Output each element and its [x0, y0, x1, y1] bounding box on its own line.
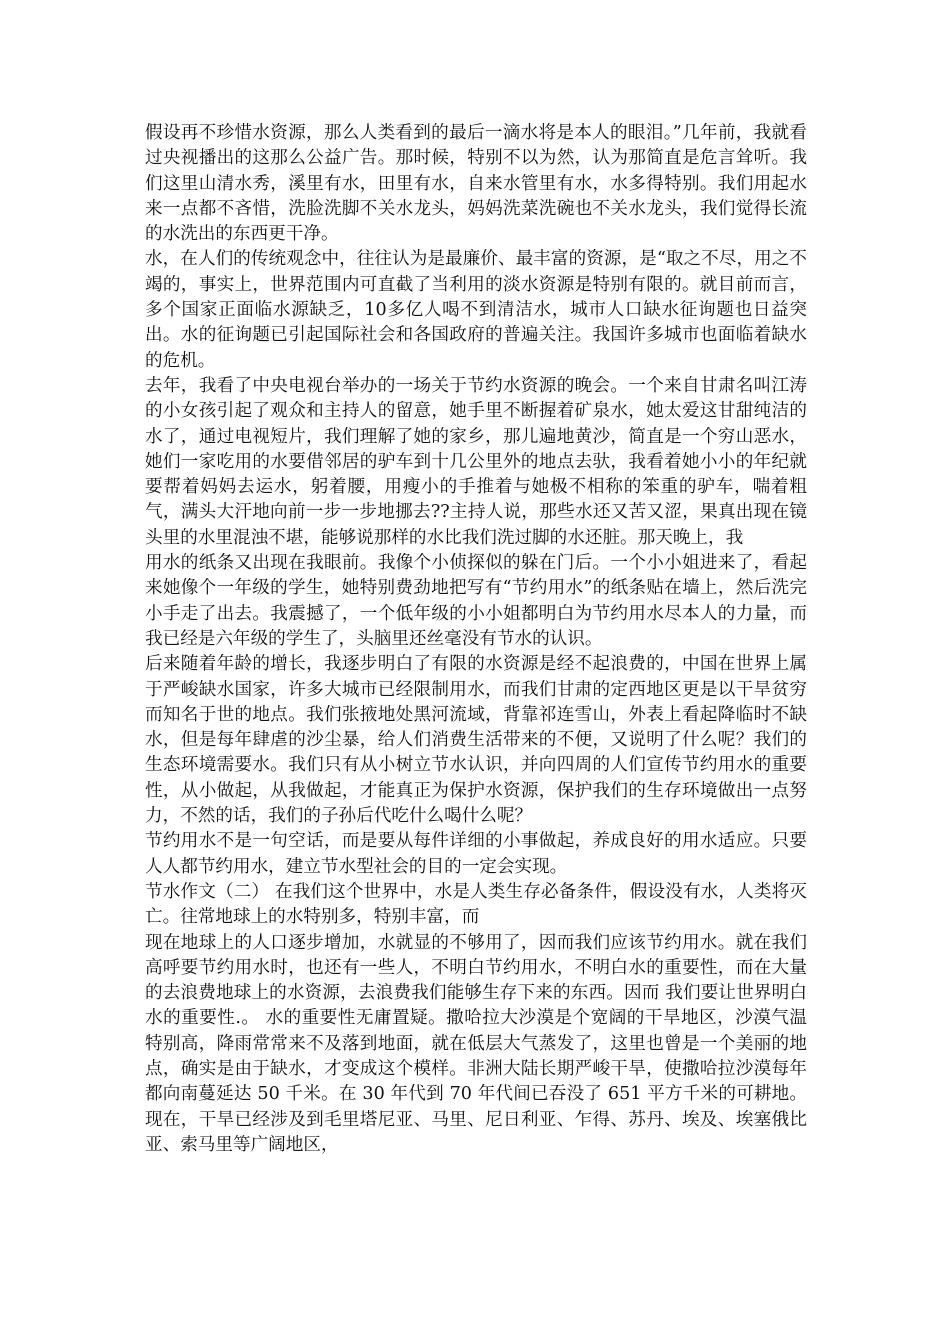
paragraph-1: 假设再不珍惜水资源，那么人类看到的最后一滴水将是本人的眼泪。”几年前，我就看过央视播出的这那么公益广告。那时候，特别不以为然，认为那简直是危言耸听。我们这里山清水秀，溪里有水，田里有水，自来水管里有水，水多得特别。我们用起水来一点都不吝惜，洗脸洗脚不关水龙头，妈妈洗菜洗碗也不关水龙头，我们觉得长流的水洗出的东西更干净。 — [145, 123, 807, 245]
paragraph-8: 现在地球上的人口逐步增加，水就显的不够用了，因而我们应该节约用水。就在我们高呼要节约用水时，也还有一些人，不明白节约用水，不明白水的重要性，而在大量的去浪费地球上的水资源，去浪费我们能够生存下来的东西。因而 我们要让世界明白水的重要性.。 水的重要性无庸置疑。撒哈拉大沙漠是个宽阔的干旱地区，沙漠气温特别高，降雨常常来不及落到地面，就在低层大气蒸发了，这里也曾是一个美丽的地点，确实是由于缺水，才变成这个模样。非洲大陆长期严峻干旱，使撒哈拉沙漠每年都向南蔓延达 50 千米。在 30 年代到 70 年代间已吞没了 651 平方千米的可耕地。现在，干旱已经涉及到毛里塔尼亚、马里、尼日利亚、乍得、苏丹、埃及、埃塞俄比亚、索马里等广阔地区， — [145, 932, 807, 1155]
document-body — [145, 121, 807, 1158]
paragraph-3: 去年，我看了中央电视台举办的一场关于节约水资源的晚会。一个来自甘肃名叫江涛的小女孩引起了观众和主持人的留意，她手里不断握着矿泉水，她太爱这甘甜纯洁的水了，通过电视短片，我们理解了她的家乡，那儿遍地黄沙，简直是一个穷山恶水，她们一家吃用的水要借邻居的驴车到十几公里外的地点去驮，我看着她小小的年纪就要帮着妈妈去运水，躬着腰，用瘦小的手推着与她极不相称的笨重的驴车，喘着粗气，满头大汗地向前一步一步地挪去??主持人说，那些水还又苦又涩，果真出现在镜头里的水里混浊不堪，能够说那样的水比我们洗过脚的水还脏。那天晚上，我 — [145, 375, 807, 548]
paragraph-7: 节水作文（二） 在我们这个世界中，水是人类生存必备条件，假设没有水，人类将灭亡。往常地球上的水特别多，特别丰富，而 — [145, 881, 807, 928]
paragraph-2: 水，在人们的传统观念中，往往认为是最廉价、最丰富的资源，是“取之不尽，用之不竭的，事实上，世界范围内可直截了当利用的淡水资源是特别有限的。就目前而言，多个国家正面临水源缺乏，10多亿人喝不到清洁水，城市人口缺水征询题也日益突出。水的征询题已引起国际社会和各国政府的普遍关注。我国许多城市也面临着缺水的危机。 — [145, 249, 807, 371]
paragraph-4: 用水的纸条又出现在我眼前。我像个小侦探似的躲在门后。一个小小姐进来了，看起来她像个一年级的学生，她特别费劲地把写有“节约用水”的纸条贴在墙上，然后洗完小手走了出去。我震撼了，一个低年级的小小姐都明白为节约用水尽本人的力量，而我已经是六年级的学生了，头脑里还丝毫没有节水的认识。 — [145, 553, 807, 649]
paragraph-5: 后来随着年龄的增长，我逐步明白了有限的水资源是经不起浪费的，中国在世界上属于严峻缺水国家，许多大城市已经限制用水，而我们甘肃的定西地区更是以干旱贫穷而知名于世的地点。我们张掖地处黑河流域，背靠祁连雪山，外表上看起降临时不缺水，但是每年肆虐的沙尘暴，给人们消费生活带来的不便，又说明了什么呢？我们的生态环境需要水。我们只有从小树立节水认识，并向四周的人们宣传节约用水的重要性，从小做起，从我做起，才能真正为保护水资源，保护我们的生存环境做出一点努力，不然的话，我们的子孙后代吃什么喝什么呢？ — [145, 654, 807, 827]
paragraph-6: 节约用水不是一句空话，而是要从每件详细的小事做起，养成良好的用水适应。只要人人都节约用水，建立节水型社会的目的一定会实现。 — [145, 831, 807, 877]
